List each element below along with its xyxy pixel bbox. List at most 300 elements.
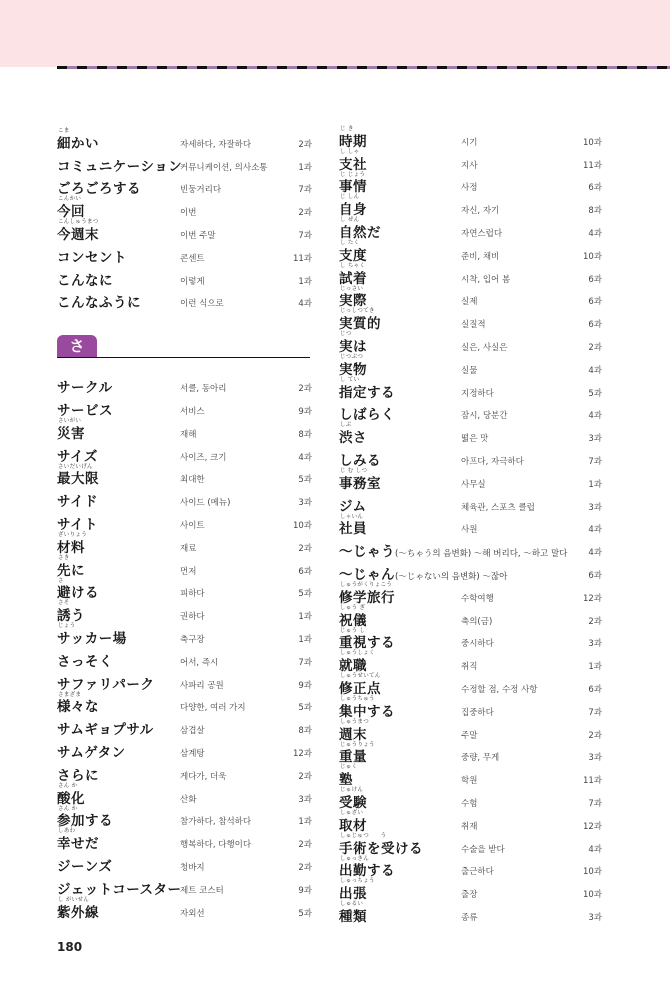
- lesson-number: 3과: [588, 639, 602, 650]
- headword-text: 塾: [339, 772, 353, 789]
- lesson-number: 2과: [298, 543, 312, 554]
- lesson-number: 2과: [298, 862, 312, 873]
- korean-meaning: 삼계탕: [180, 748, 205, 759]
- korean-meaning: 중량, 무게: [461, 753, 500, 764]
- vocab-entry: [339, 581, 602, 608]
- furigana: さそ: [58, 600, 70, 607]
- korean-meaning: 중시하다: [461, 639, 494, 650]
- headword-text: ジェットコースター: [57, 881, 182, 898]
- lesson-number: 12과: [582, 821, 602, 832]
- korean-meaning: 사파리 공원: [180, 680, 224, 691]
- furigana: さ: [58, 577, 64, 584]
- vocab-entry: [57, 219, 312, 245]
- korean-meaning: 수정할 점, 수정 사항: [461, 684, 538, 695]
- vocab-entry: [339, 673, 602, 699]
- lesson-number: 6과: [588, 274, 602, 285]
- lesson-number: 11과: [582, 160, 602, 171]
- headword: [339, 517, 367, 537]
- furigana: しゅっきん: [340, 855, 370, 862]
- headword: [57, 855, 112, 875]
- lesson-number: 7과: [298, 657, 312, 668]
- headword-text: ～じゃん: [339, 566, 395, 583]
- korean-meaning: 삼겹살: [180, 726, 205, 737]
- furigana: し ぜん: [340, 217, 360, 224]
- korean-meaning: 참가하다, 참석하다: [180, 817, 252, 828]
- korean-meaning: 콘센트: [180, 253, 205, 264]
- furigana: し がいせん: [58, 896, 90, 903]
- furigana: こんかい: [58, 196, 82, 203]
- furigana: じょう: [58, 623, 76, 630]
- furigana: しゅうまつ: [340, 718, 370, 725]
- headword-text: 紫外線: [57, 904, 99, 921]
- headword: [57, 291, 141, 311]
- korean-meaning: 행복하다, 다행이다: [180, 840, 252, 851]
- lesson-number: 4과: [588, 228, 602, 239]
- lesson-number: 4과: [298, 452, 312, 463]
- vocab-entry: [57, 623, 312, 649]
- furigana: さん か: [58, 805, 78, 812]
- furigana: じっしつてき: [340, 308, 375, 315]
- korean-meaning: 준비, 채비: [461, 251, 500, 262]
- furigana: じつ: [340, 331, 352, 338]
- furigana: こま: [58, 128, 70, 134]
- korean-meaning: 재료: [180, 543, 197, 554]
- headword-text: サムギョプサル: [57, 722, 154, 739]
- headword-text: 出張: [339, 886, 367, 903]
- usage-note: (～じゃない의 음변화) ～잖아: [395, 571, 508, 582]
- lesson-number: 4과: [588, 365, 602, 376]
- furigana: じ む しつ: [340, 467, 368, 474]
- lesson-number: 12과: [582, 593, 602, 604]
- furigana: しゅざい: [340, 809, 364, 816]
- lesson-number: 5과: [298, 589, 312, 600]
- headword: [57, 223, 99, 243]
- korean-meaning: 아프다, 자극하다: [461, 456, 524, 467]
- headword-text: サファリパーク: [57, 676, 155, 693]
- korean-meaning: 어서, 즉시: [180, 657, 219, 668]
- headword-text: サッカー場: [57, 630, 127, 647]
- korean-meaning: 축의(금): [461, 616, 493, 627]
- headword: [57, 467, 99, 487]
- headword: [57, 718, 154, 738]
- headword-text: ごろごろする: [57, 181, 141, 198]
- headword-text: 参加する: [57, 813, 113, 830]
- korean-meaning: 실물: [461, 365, 478, 376]
- section-header-sa: [57, 329, 312, 369]
- furigana: しゅうしょく: [340, 650, 375, 657]
- furigana: しあわ: [58, 828, 76, 835]
- lesson-number: 10과: [582, 251, 602, 262]
- headword-text: 祝儀: [339, 612, 367, 629]
- vocab-entry: [57, 268, 312, 291]
- korean-meaning: 빈둥거리다: [180, 185, 222, 196]
- lesson-number: 2과: [298, 384, 312, 395]
- vocab-entry: [339, 832, 602, 859]
- headword: [57, 422, 85, 442]
- lesson-number: 5과: [298, 908, 312, 919]
- vocab-entry: [57, 512, 312, 535]
- vocab-entry: [57, 600, 312, 626]
- vocab-entry: [57, 740, 312, 763]
- vocab-entry: [339, 148, 602, 175]
- lesson-number: 6과: [588, 297, 602, 308]
- lesson-number: 8과: [298, 726, 312, 737]
- headword-text: 就職: [339, 658, 367, 675]
- page-number: 180: [57, 940, 83, 954]
- headword-text: 自然だ: [339, 224, 381, 241]
- furigana: さいがい: [58, 417, 82, 424]
- vocab-entry: [57, 877, 312, 900]
- lesson-number: 1과: [298, 612, 312, 623]
- headword: [339, 472, 381, 492]
- lesson-number: 3과: [588, 753, 602, 764]
- korean-meaning: 수학여행: [461, 593, 494, 604]
- headword-text: しみる: [339, 452, 381, 469]
- headword-text: 重量: [339, 749, 367, 766]
- furigana: し てい: [340, 376, 360, 383]
- vocab-entry: [57, 828, 312, 854]
- headword-text: 実際: [339, 293, 367, 310]
- vocab-entry: [339, 604, 602, 631]
- lesson-number: 10과: [582, 890, 602, 901]
- lesson-number: 2과: [588, 730, 602, 741]
- headword-text: こんなふうに: [57, 295, 141, 312]
- korean-meaning: 실질적: [461, 320, 486, 331]
- lesson-number: 6과: [588, 684, 602, 695]
- headword: [57, 901, 99, 921]
- vocab-entry: [57, 717, 312, 740]
- headword-text: 出勤する: [339, 863, 395, 880]
- korean-meaning: 사원: [461, 525, 478, 536]
- vocab-entry: [339, 764, 602, 790]
- furigana: しぶ: [340, 422, 352, 429]
- korean-meaning: 주말: [461, 730, 478, 741]
- korean-meaning: 최대한: [180, 475, 205, 486]
- headword-text: 時期: [339, 133, 367, 150]
- vocab-entry: [339, 878, 602, 904]
- furigana: さいだいげん: [58, 463, 93, 470]
- furigana: し たく: [340, 239, 360, 246]
- lesson-number: 3과: [298, 498, 312, 509]
- headword-text: 指定する: [339, 384, 395, 401]
- lesson-number: 1과: [298, 634, 312, 645]
- headword-text: 試着: [339, 270, 367, 287]
- korean-meaning: 자신, 자기: [461, 206, 500, 217]
- lesson-number: 4과: [588, 548, 602, 559]
- vocab-entry: [57, 463, 312, 490]
- headword-text: サークル: [57, 380, 113, 397]
- vocab-entry: [57, 577, 312, 607]
- korean-meaning: 커뮤니케이션, 의사소통: [180, 162, 268, 173]
- korean-meaning: 이번 주말: [180, 230, 216, 241]
- headword-text: 支度: [339, 247, 367, 264]
- furigana: じ じょう: [340, 171, 366, 178]
- korean-meaning: 실제: [461, 297, 478, 308]
- lesson-number: 7과: [588, 707, 602, 718]
- vocab-entry: [57, 444, 312, 467]
- korean-meaning: 실은, 사실은: [461, 342, 508, 353]
- lesson-number: 5과: [298, 475, 312, 486]
- headword-text: 災害: [57, 425, 85, 442]
- lesson-number: 5과: [298, 703, 312, 714]
- korean-meaning: 수험: [461, 798, 478, 809]
- headword-text: 社員: [339, 521, 367, 538]
- headword-text: コミュニケーション: [57, 158, 183, 175]
- headword-text: 重視する: [339, 635, 395, 652]
- headword-text: 事務室: [339, 475, 381, 492]
- lesson-number: 7과: [298, 185, 312, 196]
- furigana: しゅっちょう: [340, 878, 375, 885]
- korean-meaning: 이번: [180, 208, 197, 219]
- furigana: しゅうがくりょこう: [340, 581, 393, 588]
- headword-text: 最大限: [57, 471, 99, 488]
- furigana: じ しん: [340, 194, 360, 201]
- headword: [339, 426, 367, 446]
- furigana: こんしゅうまつ: [58, 219, 99, 226]
- headword-text: 酸化: [57, 790, 85, 807]
- lesson-number: 4과: [588, 411, 602, 422]
- entry-list-before-section: [57, 128, 312, 313]
- vocab-entry: [57, 177, 312, 203]
- korean-meaning: 축구장: [180, 634, 205, 645]
- vocab-entry: [57, 128, 312, 154]
- lesson-number: 1과: [588, 479, 602, 490]
- furigana: じゅうりょう: [340, 741, 375, 748]
- headword-text: サイト: [57, 516, 99, 533]
- lesson-number: 2과: [588, 342, 602, 353]
- vocab-entry: [339, 787, 602, 813]
- korean-meaning: 잠시, 당분간: [461, 411, 508, 422]
- lesson-number: 4과: [298, 299, 312, 310]
- vocab-entry: [57, 398, 312, 421]
- section-rule: [57, 357, 310, 358]
- vocab-entry: [57, 854, 312, 877]
- headword-text: ジム: [339, 498, 367, 515]
- furigana: し ちゃく: [340, 262, 366, 269]
- korean-meaning: 종류: [461, 912, 478, 923]
- furigana: さまざま: [58, 691, 82, 698]
- vocab-entry: [57, 782, 312, 809]
- lesson-number: 2과: [298, 840, 312, 851]
- furigana: じゅう し: [340, 627, 366, 634]
- vocab-entry: [339, 494, 602, 517]
- korean-meaning: 사이즈, 크기: [180, 452, 227, 463]
- lesson-number: 7과: [588, 456, 602, 467]
- headword-text: 今回: [57, 204, 85, 221]
- headword-text: 実質的: [339, 316, 381, 333]
- furigana: じゅけん: [340, 787, 364, 794]
- vocab-entry: [57, 805, 312, 835]
- furigana: しゅう ぎ: [340, 604, 366, 611]
- headword-text: サムゲタン: [57, 744, 126, 761]
- lesson-number: 3과: [588, 434, 602, 445]
- vocab-entry: [339, 855, 602, 885]
- vocab-entry: [339, 403, 602, 429]
- vocab-entry: [57, 375, 312, 398]
- headword: [57, 269, 113, 289]
- korean-meaning: 지사: [461, 160, 478, 171]
- headword-text: さっそく: [57, 653, 113, 670]
- furigana: ざいりょう: [58, 531, 88, 538]
- lesson-number: 2과: [298, 139, 312, 150]
- lesson-number: 7과: [298, 230, 312, 241]
- headword-text: 避ける: [57, 585, 99, 602]
- furigana: じゅく: [340, 764, 358, 771]
- headword-text: 修学旅行: [339, 589, 395, 606]
- furigana: さき: [58, 554, 70, 561]
- lesson-number: 2과: [298, 771, 312, 782]
- vocab-entry: [57, 691, 312, 718]
- lesson-number: 11과: [582, 776, 602, 787]
- korean-meaning: 시착, 입어 봄: [461, 274, 511, 285]
- lesson-number: 1과: [298, 817, 312, 828]
- lesson-number: 10과: [292, 520, 312, 531]
- header-band: [0, 0, 670, 67]
- korean-meaning: 취재: [461, 821, 478, 832]
- lesson-number: 12과: [292, 748, 312, 759]
- vocab-entry: [339, 901, 602, 927]
- lesson-number: 6과: [588, 183, 602, 194]
- lesson-number: 1과: [588, 662, 602, 673]
- lesson-number: 7과: [588, 798, 602, 809]
- headword-text: 材料: [57, 539, 85, 556]
- lesson-number: 8과: [298, 429, 312, 440]
- headword-text: ジーンズ: [57, 858, 113, 875]
- vocab-entry: [57, 245, 312, 268]
- headword-text: サービス: [57, 402, 113, 419]
- vocab-entry: [339, 539, 602, 562]
- section-tab: さ: [57, 335, 97, 357]
- lesson-number: 2과: [298, 208, 312, 219]
- korean-meaning: 피하다: [180, 589, 205, 600]
- headword-text: 支社: [339, 156, 367, 173]
- right-column: [339, 126, 602, 927]
- headword-text: 修正点: [339, 680, 381, 697]
- korean-meaning: 청바지: [180, 862, 205, 873]
- lesson-number: 3과: [588, 502, 602, 513]
- korean-meaning: 권하다: [180, 612, 205, 623]
- headword-text: 誘う: [57, 608, 85, 625]
- korean-meaning: 게다가, 더욱: [180, 771, 227, 782]
- lesson-number: 10과: [582, 137, 602, 148]
- vocab-entry: [57, 672, 312, 695]
- vocab-entry: [57, 649, 312, 672]
- headword-text: サイド: [57, 494, 99, 511]
- entry-list-sa-section: [57, 375, 312, 922]
- headword-text: 取材: [339, 817, 367, 834]
- vocab-entry: [339, 194, 602, 220]
- lesson-number: 9과: [298, 406, 312, 417]
- lesson-number: 3과: [588, 912, 602, 923]
- vocab-entry: [57, 896, 312, 923]
- lesson-number: 6과: [298, 566, 312, 577]
- vocab-entry: [339, 171, 602, 201]
- headword: [57, 650, 113, 670]
- furigana: しゅうちゅう: [340, 695, 375, 702]
- lesson-number: 9과: [298, 885, 312, 896]
- vocab-entry: [57, 554, 312, 581]
- vocab-entry: [339, 217, 602, 243]
- headword-text: 実物: [339, 361, 367, 378]
- headword-text: 実は: [339, 338, 367, 355]
- korean-meaning: 사정: [461, 183, 478, 194]
- lesson-number: 10과: [582, 867, 602, 878]
- korean-meaning: 떫은 맛: [461, 434, 489, 445]
- headword-text: サイズ: [57, 448, 98, 465]
- vocab-entry: [57, 154, 312, 177]
- headword-text: 今週末: [57, 226, 99, 243]
- korean-meaning: 사이드 (메뉴): [180, 498, 231, 509]
- lesson-number: 1과: [298, 276, 312, 287]
- headword-text: 様々な: [57, 699, 99, 716]
- vocab-entry: [339, 695, 602, 722]
- furigana: じ き: [340, 126, 354, 132]
- furigana: じつぶつ: [340, 353, 364, 360]
- furigana: し しゃ: [340, 148, 360, 155]
- headword-text: 週末: [339, 726, 367, 743]
- lesson-number: 1과: [298, 162, 312, 173]
- vocab-entry: [339, 627, 602, 657]
- headword: [57, 627, 127, 647]
- korean-meaning: 출장: [461, 890, 478, 901]
- korean-meaning: 수술을 받다: [461, 844, 505, 855]
- vocab-entry: [339, 422, 602, 448]
- lesson-number: 6과: [588, 320, 602, 331]
- vocab-entry: [339, 741, 602, 771]
- korean-meaning: 학원: [461, 776, 478, 787]
- furigana: しゃいん: [340, 513, 364, 520]
- korean-meaning: 산화: [180, 794, 197, 805]
- headword-text: 細かい: [57, 135, 99, 152]
- furigana: さん か: [58, 782, 78, 789]
- headword-text: さらに: [57, 767, 99, 784]
- vocab-entry: [339, 308, 602, 334]
- headword-text: 先に: [57, 562, 85, 579]
- headword-text: 集中する: [339, 703, 395, 720]
- vocab-entry: [339, 353, 602, 380]
- headword-text: ～じゃう: [339, 544, 395, 561]
- headword: [57, 695, 99, 715]
- headword-text: しばらく: [339, 407, 395, 424]
- korean-meaning: 집중하다: [461, 707, 494, 718]
- vocab-entry: [57, 417, 312, 444]
- korean-meaning: 재해: [180, 429, 197, 440]
- vocab-entry: [57, 763, 312, 786]
- lesson-number: 11과: [292, 253, 312, 264]
- headword: [57, 832, 99, 852]
- vocab-entry: [339, 285, 602, 315]
- headword-text: 事情: [339, 179, 367, 196]
- headword: [57, 246, 127, 266]
- furigana: しゅじゅつ う: [340, 832, 387, 839]
- vocab-entry: [339, 448, 602, 471]
- headword-text: 受験: [339, 794, 367, 811]
- lesson-number: 4과: [588, 844, 602, 855]
- headword-text: 自身: [339, 202, 367, 219]
- korean-meaning: 이렇게: [180, 276, 205, 287]
- left-column: [57, 128, 312, 923]
- furigana: じっさい: [340, 285, 364, 292]
- furigana: しゅうせいてん: [340, 673, 381, 680]
- usage-note: (～ちゃう의 음변화) ～해 버리다, ～하고 말다: [395, 549, 568, 560]
- headword: [57, 155, 182, 175]
- lesson-number: 4과: [588, 525, 602, 536]
- headword-text: 幸せだ: [57, 836, 99, 853]
- headword: [57, 490, 98, 510]
- korean-meaning: 다양한, 여러 가지: [180, 703, 246, 714]
- headword-text: こんなに: [57, 272, 113, 289]
- headword: [339, 905, 367, 925]
